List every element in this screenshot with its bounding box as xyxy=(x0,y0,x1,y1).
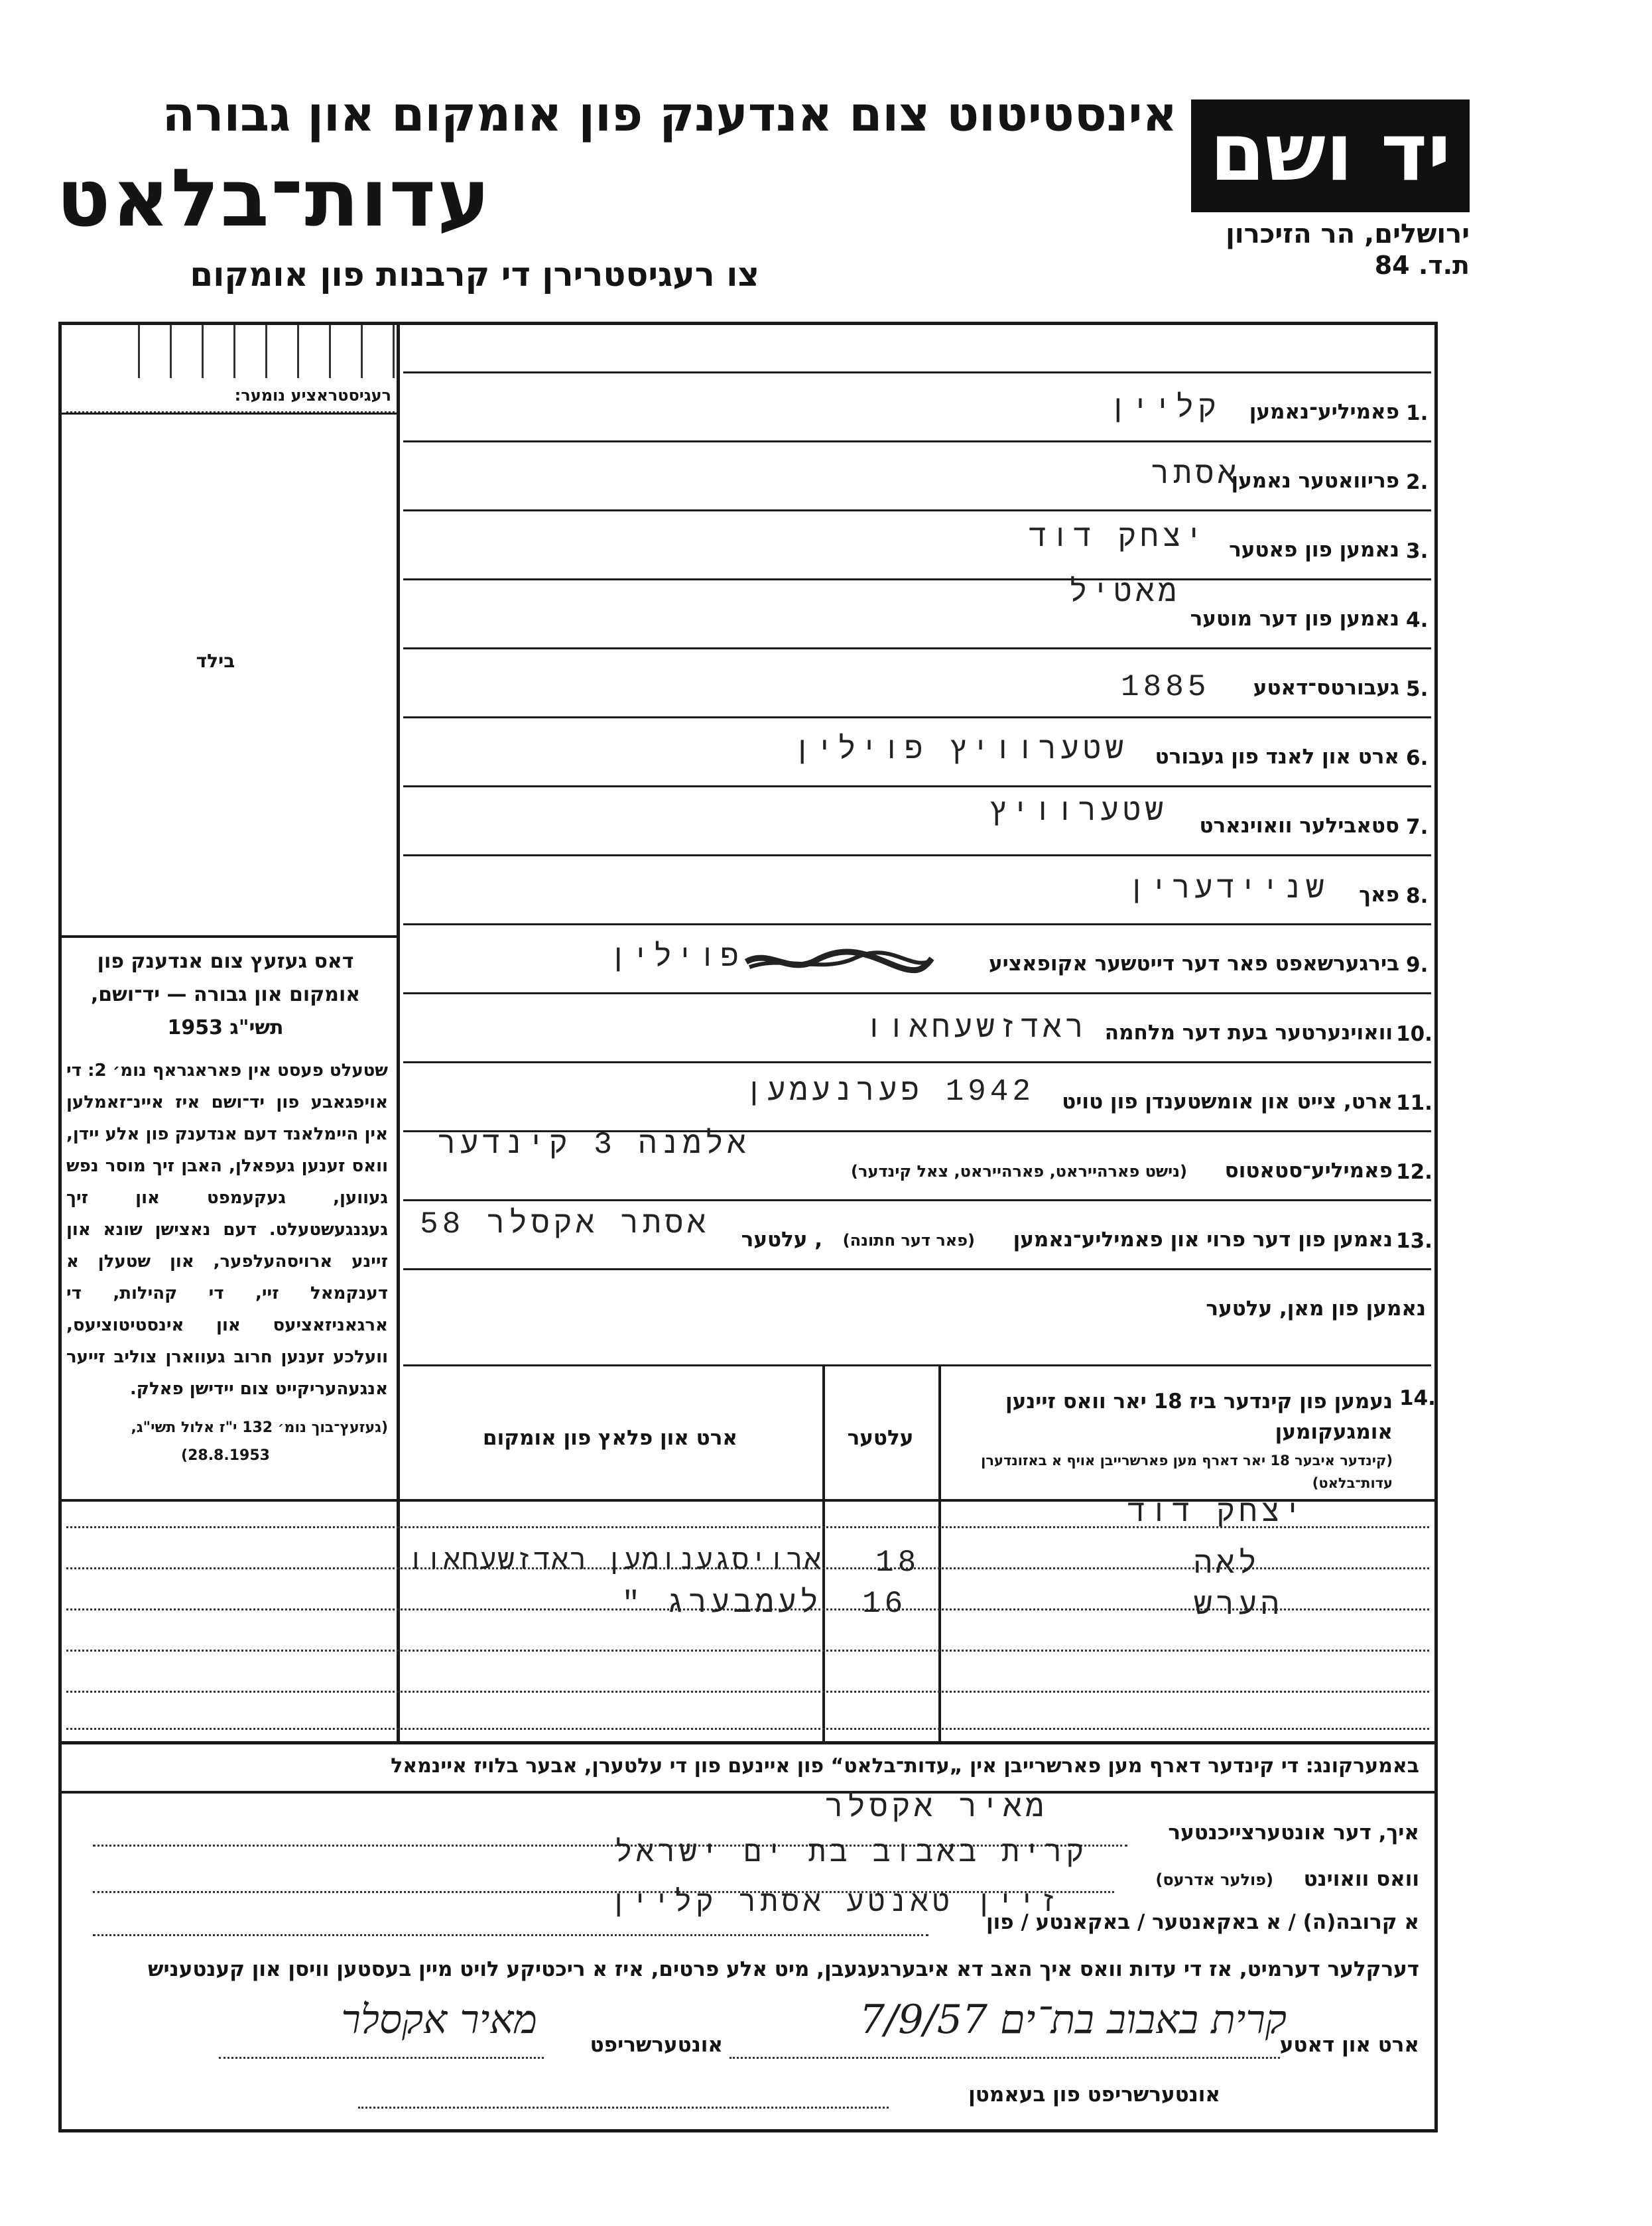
col-age-header: עלטער xyxy=(847,1426,914,1450)
field-7-value: שטערוויץ xyxy=(989,795,1167,829)
field-8-value: שניידערין xyxy=(1127,872,1328,907)
relation-label: א קרובה(ה) / א באקאנטער / באקאנטע / פון xyxy=(986,1910,1419,1934)
remark-text: באמערקונג: די קינדער דארף מען פארשרייבן אין „עדות־בלאט“ פון איינעם פון די עלטערן, אבער בלויז איינמאל xyxy=(391,1754,1419,1778)
logo-text: יד ושם xyxy=(1210,107,1451,199)
field-3-number: 3. xyxy=(1406,539,1429,563)
declaration-text: דערקלער דערמיט, אז די עדות וואס איך האב דא איבערגעגעבן, מיט אלע פרטים, איז א ריכטיקע לויט מיין בעסטען וויסן און קענטעניש xyxy=(148,1957,1419,1981)
field-3-value: יצחק דוד xyxy=(1029,521,1207,555)
field-13-number: 13. xyxy=(1396,1229,1432,1253)
field-2-number: 2. xyxy=(1406,470,1429,494)
address-value: קרית באבוב בת ים ישראל xyxy=(615,1837,1088,1870)
field-12-label: פאמיליע־סטאטוס xyxy=(1224,1159,1393,1183)
field-2-label: פריוואטער נאמען xyxy=(1231,469,1399,493)
photo-placeholder: בילד xyxy=(196,650,235,672)
field-1-label: פאמיליע־נאמען xyxy=(1249,400,1399,424)
children-bottom-line xyxy=(62,1741,1434,1744)
relation-value: זיין טאנטע אסתר קליין xyxy=(609,1887,1061,1920)
field-5-label: געבורטס־דאטע xyxy=(1253,676,1399,700)
field-9-number: 9. xyxy=(1406,953,1429,977)
field-7-label: סטאבילער וואוינארט xyxy=(1199,814,1399,838)
field-8-number: 8. xyxy=(1406,884,1429,908)
child-2-place: ארויסגענומען ראדזשעחאוו xyxy=(407,1545,822,1577)
field-13-value: אסתר אקסלר 58 xyxy=(420,1207,710,1242)
field-10-number: 10. xyxy=(1396,1022,1432,1046)
law-date: (28.8.1953 xyxy=(181,1447,270,1464)
field-4-value: מאטיל xyxy=(1068,576,1180,610)
field-13-age-label: , עלטער xyxy=(741,1228,822,1252)
field-6-label: ארט און לאנד פון געבורט xyxy=(1155,745,1399,769)
signature-value: מאיר אקסלר xyxy=(341,1997,537,2043)
field-12-number: 12. xyxy=(1396,1160,1432,1184)
relation-line xyxy=(93,1933,928,1936)
place-date-value: קרית באבוב בת־ים 7/9/57 xyxy=(859,1997,1287,2043)
field-13-note: (פאר דער חתונה) xyxy=(842,1231,975,1250)
child-3-name: הערש xyxy=(1194,1589,1283,1623)
field-5-value: 1885 xyxy=(1121,670,1210,704)
crossed-out-scribble xyxy=(743,949,935,975)
signer-value: מאיר אקסלר xyxy=(824,1791,1048,1825)
left-panel-divider xyxy=(397,322,400,1741)
field-4-label: נאמען פון דער מוטער xyxy=(1190,607,1399,631)
place-date-label: ארט און דאטע xyxy=(1279,2033,1419,2057)
field-10-value: ראדזשעחאוו xyxy=(864,1012,1088,1046)
field-11-number: 11. xyxy=(1396,1091,1432,1115)
photo-top-line xyxy=(62,413,397,415)
child-1-name: יצחק דוד xyxy=(1127,1496,1306,1530)
field-11-value: 1942 פערנעמען xyxy=(745,1075,1035,1109)
law-reference: (געזעץ־בוך נומ׳ 132 י"ז אלול תשי"ג, xyxy=(131,1419,388,1436)
field-8-label: פאך xyxy=(1359,883,1399,907)
children-number: 14. xyxy=(1399,1386,1436,1410)
field-9-value: פוילין xyxy=(609,941,743,975)
field-3-label: נאמען פון פאטער xyxy=(1229,538,1399,562)
children-row-line xyxy=(66,1649,1429,1652)
signature-label: אונטערשריפט xyxy=(590,2033,723,2057)
child-2-name: לאה xyxy=(1194,1547,1261,1582)
field-11-label: ארט, צייט און אומשטענדן פון טויט xyxy=(1062,1090,1393,1114)
field-1-number: 1. xyxy=(1406,401,1429,425)
field-13-label: נאמען פון דער פרוי און פאמיליע־נאמען xyxy=(1013,1228,1393,1252)
field-7-number: 7. xyxy=(1406,815,1429,839)
official-signature-line xyxy=(358,2106,889,2109)
field-1-value: קליין xyxy=(1108,391,1220,426)
institute-po-box: ת.ד. 84 xyxy=(1374,251,1470,280)
registration-boxes xyxy=(66,325,395,378)
field-5-number: 5. xyxy=(1406,677,1429,701)
children-row-line xyxy=(66,1690,1429,1693)
children-note: (קינדער איבער 18 יאר דארף מען פארשרייבן אויף א באזונדערן עדות־בלאט) xyxy=(981,1453,1393,1491)
col-divider-name xyxy=(938,1366,941,1741)
field-6-value: שטערוויץ פוילין xyxy=(793,733,1127,767)
children-title: נעמען פון קינדער ביז 18 יאר וואס זיינען אומגעקומען xyxy=(1005,1390,1393,1444)
child-3-place: לעמבערג " xyxy=(621,1587,822,1621)
institute-name: אינסטיטוט צום אנדענק פון אומקום און גבורה xyxy=(162,86,1177,142)
signature-line xyxy=(219,2056,544,2059)
col-place-header: ארט און פלאץ פון אומקום xyxy=(483,1426,737,1450)
col-divider-age xyxy=(822,1366,825,1741)
official-signature-label: אונטערשריפט פון בעאמטן xyxy=(968,2083,1220,2107)
field-10-label: וואוינערטער בעת דער מלחמה xyxy=(1104,1021,1393,1045)
law-title: דאס געזעץ צום אנדענק פון אומקום און גבורה — יד־ושם, תשי"ג 1953 xyxy=(90,950,361,1039)
field-12-value: אלמנה 3 קינדער xyxy=(438,1128,750,1162)
child-2-age: 18 xyxy=(875,1545,921,1580)
field-12-note: (נישט פארהייראט, פארהייראט, צאל קינדער) xyxy=(851,1162,1187,1181)
address-label: וואס וואוינט xyxy=(1303,1867,1419,1891)
registration-label: רעגיסטראציע נומער: xyxy=(234,386,391,405)
institute-city: ירושלים, הר הזיכרון xyxy=(1226,219,1470,249)
children-row-line xyxy=(66,1727,1429,1730)
address-note: (פולער אדרעס) xyxy=(1155,1870,1273,1889)
field-2-value: אסתר xyxy=(1151,458,1240,492)
signer-label: איך, דער אונטערצייכנטער xyxy=(1168,1821,1419,1845)
field-6-number: 6. xyxy=(1406,746,1429,770)
photo-bottom-line xyxy=(62,935,397,938)
logo-box xyxy=(1191,99,1470,212)
field-4-number: 4. xyxy=(1406,608,1429,632)
field-9-label: בירגערשאפט פאר דער דייטשער אקופאציע xyxy=(988,952,1399,976)
child-3-age: 16 xyxy=(862,1587,907,1621)
form-subtitle: צו רעגיסטרירן די קרבנות פון אומקום xyxy=(190,255,759,294)
husband-label: נאמען פון מאן, עלטער xyxy=(1206,1297,1426,1321)
form-title: עדות־בלאט xyxy=(56,153,492,245)
place-date-line xyxy=(730,2056,1280,2059)
law-text: שטעלט פעסט אין פאראגראף נומ׳ 2: די אויפגאבע פון יד־ושם איז איינ־זאמלען אין היימלאנד דעם אנדענק פון אלע יידן, וואס זענען געפאלן, האבן זיך מוסר נפש געווען, געקעמפט און זיך געגנגעשטעלט. דעם נאצישן שונא און זיינע ארויסהעלפער, און שטעלן א דענקמאל זיי, די קהילות, די ארגאניזאציעס און אינסטיטוציעס, וועלכע זענען חרוב געווארן צוליב זייער אנגעהעריקייט צום יידישן פאלק. xyxy=(66,1061,389,1399)
